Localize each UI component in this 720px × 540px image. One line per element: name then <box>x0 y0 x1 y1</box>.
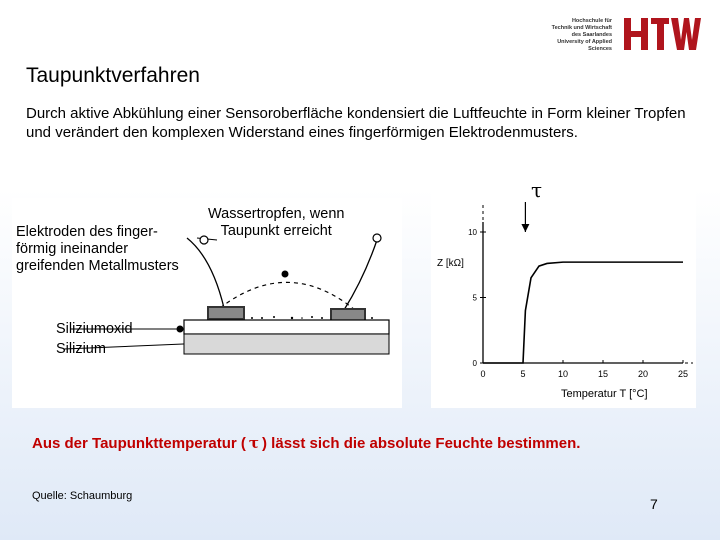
oxide-layer <box>184 320 389 334</box>
htw-logo <box>622 16 702 52</box>
electrodes-label-line: greifenden Metallmusters <box>16 258 179 274</box>
slide-title: Taupunktverfahren <box>26 64 200 87</box>
institution-line: Technik und Wirtschaft <box>551 25 612 31</box>
page-number: 7 <box>650 496 658 512</box>
x-tick-label: 10 <box>557 369 569 379</box>
x-tick-label: 20 <box>637 369 649 379</box>
institution-line: des Saarlandes <box>571 32 612 38</box>
droplets-label <box>208 206 344 240</box>
electrodes-label-line: Elektroden des finger- <box>16 224 158 240</box>
oxide-label: Siliziumoxid <box>56 321 133 337</box>
y-tick-label: 5 <box>472 293 477 303</box>
x-tick-label: 25 <box>677 369 689 379</box>
electrode-right-fill <box>332 310 364 320</box>
intro-text: Durch aktive Abkühlung einer Sensoroberfläche kondensiert die Luftfeuchte in Form kleiner Tropfen und verändert den komplexen Widerstand eines fingerförmigen Elektrodenmusters. <box>26 105 686 141</box>
summary-part: ) lässt sich die absolute Feuchte bestimmen. <box>262 435 581 452</box>
droplets-label-line: Wassertropfen, wenn <box>208 206 345 222</box>
marker-dot <box>200 236 208 244</box>
silicon-substrate <box>184 334 389 354</box>
tau-arrowhead <box>521 224 529 232</box>
summary-text <box>32 434 580 452</box>
y-tick-label: 0 <box>472 359 477 368</box>
leader-line <box>344 240 377 310</box>
y-tick-label: 10 <box>468 228 477 237</box>
marker-dot <box>282 271 289 278</box>
electrodes-label <box>16 224 179 275</box>
x-axis-label: Temperatur T [°C] <box>561 388 648 400</box>
sensor-diagram <box>12 198 402 408</box>
institution-name <box>532 18 612 53</box>
summary-part: Aus der Taupunkttemperatur ( <box>32 435 246 452</box>
silicon-label: Silizium <box>56 341 106 357</box>
leader-line <box>187 238 224 308</box>
x-tick-label: 15 <box>597 369 609 379</box>
chart-plot <box>431 180 696 408</box>
electrode-left-fill <box>209 308 243 318</box>
institution-line: Hochschule für <box>571 18 612 24</box>
source-note: Quelle: Schaumburg <box>32 490 133 502</box>
tau-label: τ <box>531 178 543 202</box>
institution-line: University of Applied Sciences <box>557 39 612 52</box>
impedance-chart <box>431 180 696 408</box>
impedance-line <box>483 262 683 363</box>
x-tick-label: 0 <box>480 369 486 379</box>
x-tick-label: 5 <box>520 369 526 379</box>
marker-dot <box>373 234 381 242</box>
electrodes-label-line: förmig ineinander <box>16 241 129 257</box>
droplets-label-line: Taupunkt erreicht <box>220 223 332 239</box>
y-axis-label: Z [kΩ] <box>437 258 464 269</box>
tau-symbol: τ <box>248 434 260 452</box>
